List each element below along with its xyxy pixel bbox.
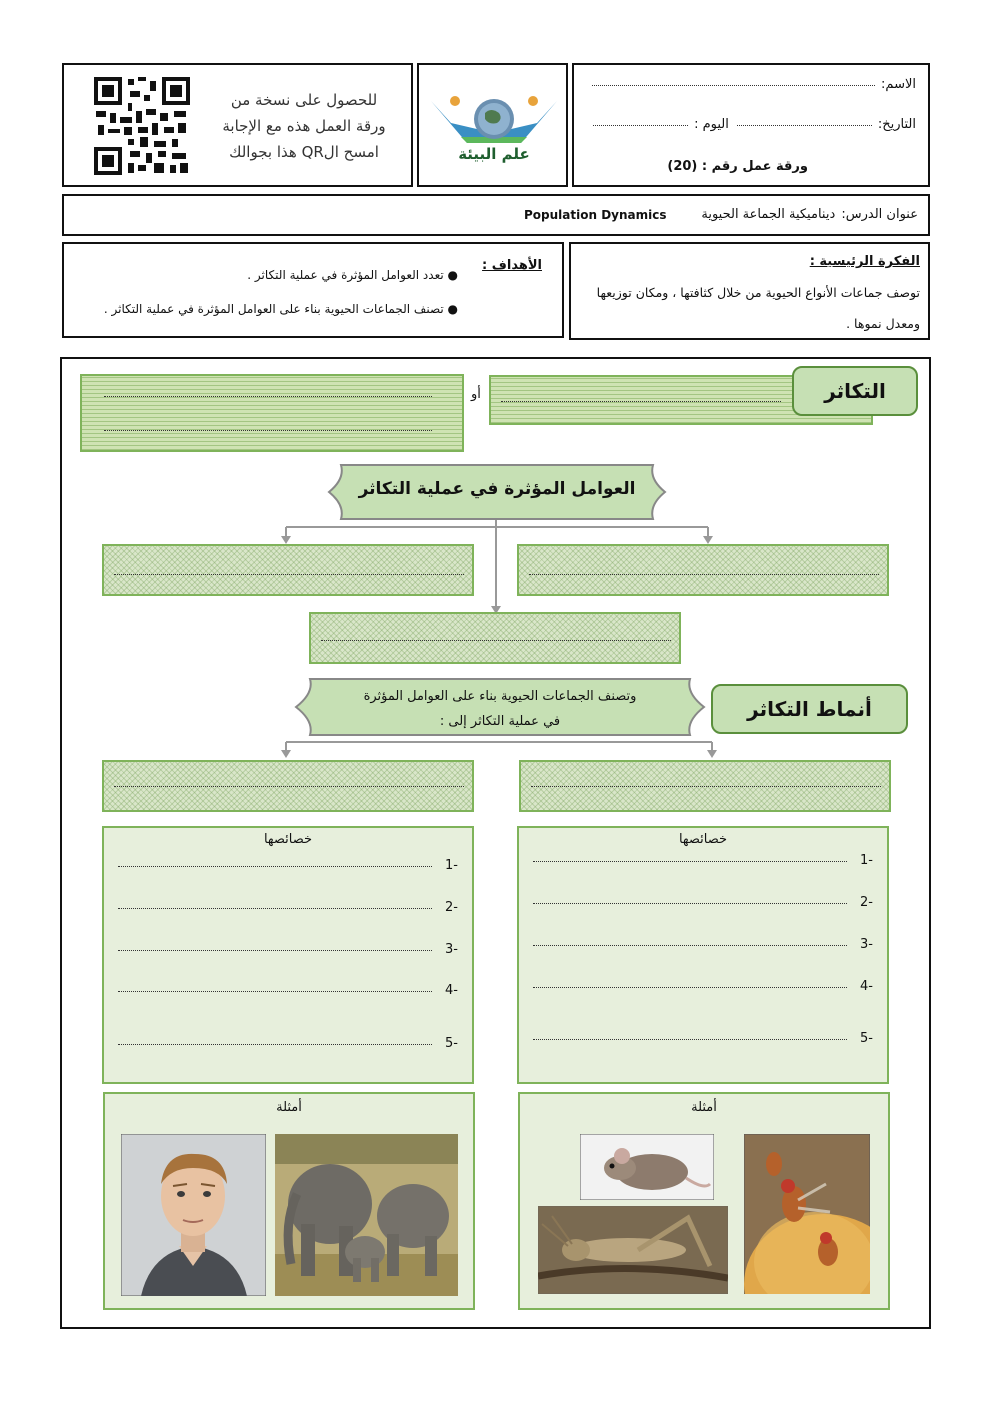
objectives-heading: الأهداف : [482, 258, 542, 273]
examples-heading-right: أمثلة [691, 1100, 717, 1115]
name-field[interactable] [592, 84, 875, 86]
objective-item-2: ● تصنف الجماعات الحيوية بناء على العوامل المؤثرة في عملية التكاثر . [103, 302, 458, 316]
date-label: التاريخ: [877, 117, 916, 132]
main-idea-line2: ومعدل نموها . [846, 316, 920, 331]
lesson-title-ar: ديناميكية الجماعة الحيوية [701, 207, 836, 222]
char-left-5[interactable]: -5 [118, 1036, 458, 1051]
lesson-title-en: Population Dynamics [524, 208, 667, 222]
main-idea-box [569, 242, 930, 340]
char-left-1[interactable]: -1 [118, 858, 458, 873]
grasshopper-photo [538, 1206, 728, 1294]
char-right-2[interactable]: -2 [533, 895, 873, 910]
char-right-3[interactable]: -3 [533, 937, 873, 952]
examples-left [103, 1092, 475, 1310]
factor-answer-center[interactable] [309, 612, 681, 664]
objectives-box [62, 242, 564, 338]
objective-item-1: ● تعدد العوامل المؤثرة في عملية التكاثر . [247, 268, 458, 282]
logo-box [417, 63, 568, 187]
day-label: اليوم : [694, 117, 729, 132]
pattern-answer-left[interactable] [102, 760, 474, 812]
date-field[interactable] [737, 124, 872, 126]
qr-box [62, 63, 413, 187]
factor-answer-left[interactable] [102, 544, 474, 596]
char-right-4[interactable]: -4 [533, 979, 873, 994]
char-right-1[interactable]: -1 [533, 853, 873, 868]
examples-heading-left: أمثلة [276, 1100, 302, 1115]
char-left-2[interactable]: -2 [118, 900, 458, 915]
char-left-4[interactable]: -4 [118, 983, 458, 998]
elephants-photo [275, 1134, 458, 1296]
qr-text-line2: ورقة العمل هذه مع الإجابة [222, 117, 386, 135]
qr-code-icon[interactable] [94, 77, 190, 175]
pattern-answer-right[interactable] [519, 760, 891, 812]
or-label: أو [471, 387, 481, 402]
patterns-tag: أنماط التكاثر [711, 684, 908, 734]
qr-text-line3: امسح الQR هذا بجوالك [229, 143, 379, 161]
char-left-3[interactable]: -3 [118, 942, 458, 957]
classify-line1: وتصنف الجماعات الحيوية بناء على العوامل المؤثرة [363, 689, 637, 704]
fruit-flies-photo [744, 1134, 870, 1294]
characteristics-heading-left: خصائصها [263, 832, 313, 847]
logo-text: علم البيئة [458, 145, 530, 163]
worksheet-number: ورقة عمل رقم : (20) [667, 159, 808, 174]
classify-line2: في عملية التكاثر إلى : [439, 714, 561, 729]
main-idea-line1: توصف جماعات الأنواع الحيوية من خلال كثافتها ، ومكان توزيعها [596, 285, 920, 300]
reproduction-answer-left[interactable] [80, 374, 464, 452]
day-field[interactable] [593, 124, 688, 126]
examples-right [518, 1092, 890, 1310]
factors-title: العوامل المؤثرة في عملية التكاثر [358, 479, 636, 499]
lesson-title-label: عنوان الدرس: [841, 207, 918, 222]
student-info-box [572, 63, 930, 187]
characteristics-right [517, 826, 889, 1084]
factor-answer-right[interactable] [517, 544, 889, 596]
reproduction-tag: التكاثر [792, 366, 918, 416]
classify-text [310, 684, 690, 734]
characteristics-left [102, 826, 474, 1084]
mouse-photo [580, 1134, 714, 1200]
patterns-connectors [280, 734, 720, 760]
qr-text-line1: للحصول على نسخة من [230, 91, 378, 109]
lesson-title-box [62, 194, 930, 236]
man-photo [121, 1134, 266, 1296]
characteristics-heading-right: خصائصها [678, 832, 728, 847]
char-right-5[interactable]: -5 [533, 1031, 873, 1046]
main-idea-heading: الفكرة الرئيسية : [809, 254, 920, 269]
name-label: الاسم: [881, 77, 916, 92]
